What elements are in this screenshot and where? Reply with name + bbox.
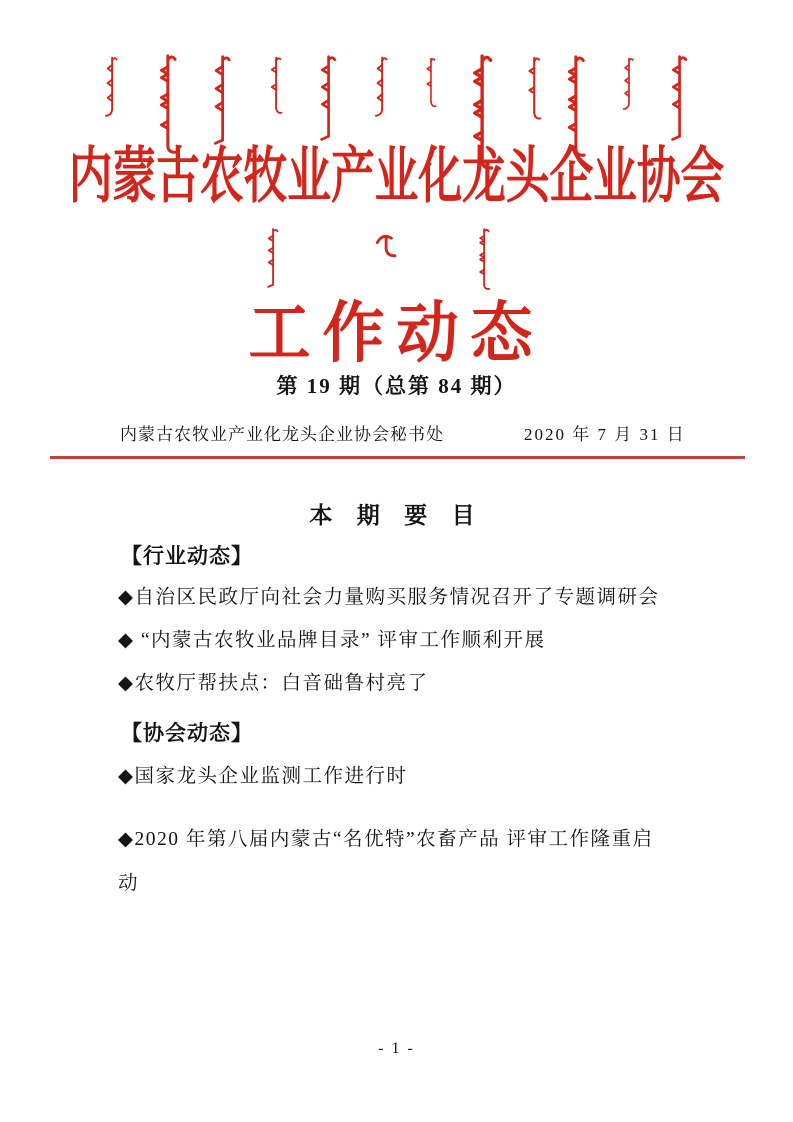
section-title-association: 【协会动态】 xyxy=(121,722,253,745)
toc-item: ◆ “内蒙古农牧业品牌目录” 评审工作顺利开展 xyxy=(118,630,546,651)
publisher-name: 内蒙古农牧业产业化龙头企业协会秘书处 xyxy=(120,425,444,444)
toc-item-wrapped-line: 动 xyxy=(118,873,140,894)
toc-item: ◆自治区民政厅向社会力量购买服务情况召开了专题调研会 xyxy=(118,587,660,608)
org-title: 内蒙古农牧业产业化龙头企业协会 xyxy=(68,142,725,210)
issue-line: 第 19 期（总第 84 期） xyxy=(276,374,517,398)
section-title-industry: 【行业动态】 xyxy=(121,545,253,568)
publish-date: 2020 年 7 月 31 日 xyxy=(524,425,686,444)
toc-heading: 本 期 要 目 xyxy=(309,502,484,528)
toc-item: ◆农牧厅帮扶点：白音础鲁村亮了 xyxy=(118,673,429,694)
red-divider-rule xyxy=(50,456,745,459)
page-number: - 1 - xyxy=(378,1040,415,1057)
toc-item: ◆国家龙头企业监测工作进行时 xyxy=(118,766,408,787)
toc-item: ◆2020 年第八届内蒙古“名优特”农畜产品 评审工作隆重启 xyxy=(118,829,654,850)
bulletin-title: 工作动态 xyxy=(248,298,545,371)
